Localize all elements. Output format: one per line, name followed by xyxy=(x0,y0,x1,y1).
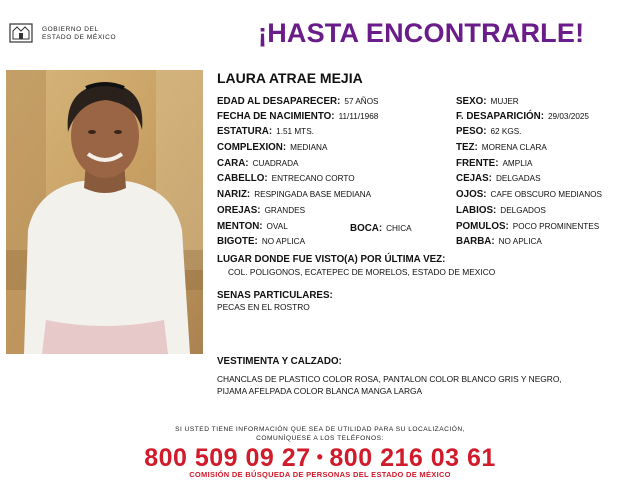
separator-dot: • xyxy=(316,447,324,467)
missing-person-photo xyxy=(6,70,203,354)
info-note-line-2: COMUNÍQUESE A LOS TELÉFONOS: xyxy=(256,435,384,442)
particular-marks-label: SENAS PARTICULARES: xyxy=(217,290,333,301)
state-seal-icon xyxy=(8,20,34,46)
particular-marks-value: PECAS EN EL ROSTRO xyxy=(217,302,310,312)
field-build: COMPLEXION: MEDIANA xyxy=(217,142,328,153)
person-name: LAURA ATRAE MEJIA xyxy=(217,70,363,86)
government-name: GOBIERNO DEL ESTADO DE MÉXICO xyxy=(42,26,117,41)
field-complexion: TEZ: MORENA CLARA xyxy=(456,142,547,153)
info-note-line-1: SI USTED TIENE INFORMACIÓN QUE SEA DE UTILIDAD PARA SU LOCALIZACIÓN, xyxy=(175,426,465,433)
government-logo xyxy=(8,20,118,46)
phone-numbers xyxy=(0,444,640,473)
field-hair: CABELLO: ENTRECANO CORTO xyxy=(217,173,355,184)
field-forehead: FRENTE: AMPLIA xyxy=(456,158,533,169)
field-mustache: BIGOTE: NO APLICA xyxy=(217,236,306,247)
field-eyebrows: CEJAS: DELGADAS xyxy=(456,173,541,184)
phone-number-1[interactable]: 800 509 09 27 xyxy=(144,444,311,472)
commission-name: COMISIÓN DE BÚSQUEDA DE PERSONAS DEL ESTADO DE MÉXICO xyxy=(189,470,451,479)
field-weight: PESO: 62 KGS. xyxy=(456,126,522,137)
field-height: ESTATURA: 1.51 MTS. xyxy=(217,126,314,137)
field-beard: BARBA: NO APLICA xyxy=(456,236,542,247)
field-eyes: OJOS: CAFE OBSCURO MEDIANOS xyxy=(456,189,602,200)
field-face: CARA: CUADRADA xyxy=(217,158,299,169)
field-mouth: BOCA: CHICA xyxy=(350,223,412,234)
clothing-line-1: CHANCLAS DE PLASTICO COLOR ROSA, PANTALON COLOR BLANCO GRIS Y NEGRO, xyxy=(217,374,562,384)
field-disappearance-date: F. DESAPARICIÓN: 29/03/2025 xyxy=(456,111,589,122)
field-ears: OREJAS: GRANDES xyxy=(217,205,306,216)
clothing-label: VESTIMENTA Y CALZADO: xyxy=(217,356,342,367)
field-chin: MENTON: OVAL xyxy=(217,221,288,232)
field-lips: LABIOS: DELGADOS xyxy=(456,205,546,216)
field-nose: NARIZ: RESPINGADA BASE MEDIANA xyxy=(217,189,372,200)
field-age: EDAD AL DESAPARECER: 57 AÑOS xyxy=(217,96,379,107)
headline: ¡HASTA ENCONTRARLE! xyxy=(258,18,585,48)
field-birth-date: FECHA DE NACIMIENTO: 11/11/1968 xyxy=(217,111,379,122)
clothing-line-2: PIJAMA AFELPADA COLOR BLANCA MANGA LARGA xyxy=(217,386,423,396)
field-sex: SEXO: MUJER xyxy=(456,96,519,107)
last-seen-label: LUGAR DONDE FUE VISTO(A) POR ÚLTIMA VEZ: xyxy=(217,254,446,265)
phone-number-2[interactable]: 800 216 03 61 xyxy=(329,444,496,472)
field-cheekbones: POMULOS: POCO PROMINENTES xyxy=(456,221,600,232)
last-seen-value: COL. POLIGONOS, ECATEPEC DE MORELOS, ESTADO DE MEXICO xyxy=(228,267,496,277)
